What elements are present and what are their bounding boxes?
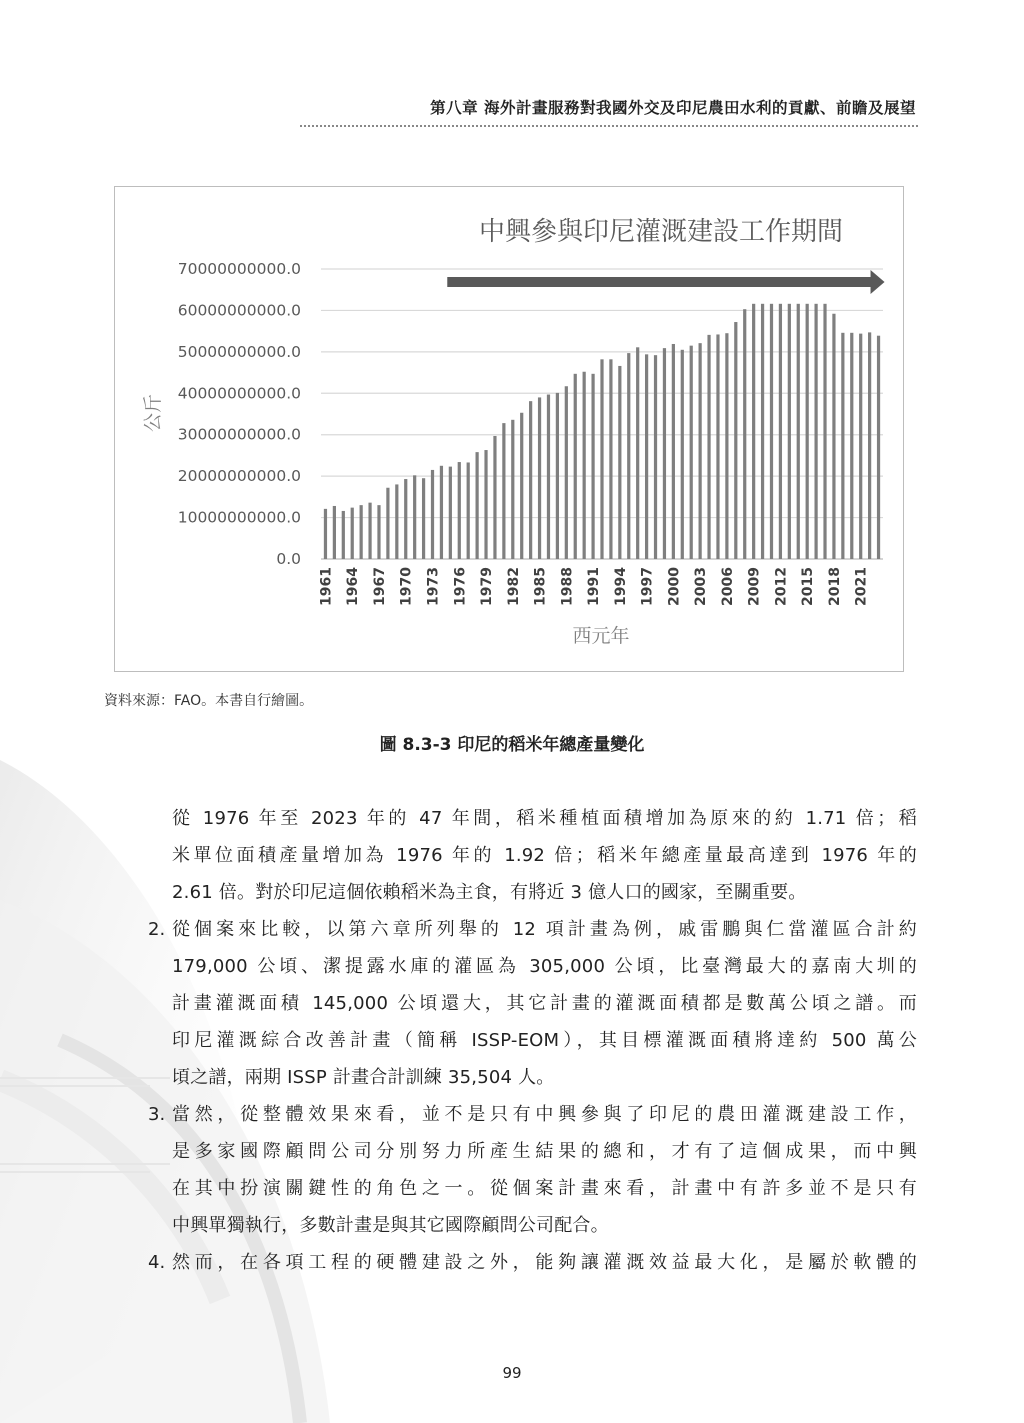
x-tick-label: 1994 — [612, 567, 629, 606]
bar — [333, 506, 336, 559]
y-tick-label: 30000000000.0 — [177, 425, 301, 444]
bar — [360, 505, 363, 559]
x-tick-label: 2018 — [826, 567, 843, 606]
text-line: 從個案來比較，以第六章所列舉的 12 項計畫為例，戚雷鵬與仁當灌區合計約 — [172, 919, 917, 940]
bar — [342, 511, 345, 559]
bar — [752, 304, 755, 559]
bar — [877, 336, 880, 559]
x-tick-label: 1979 — [479, 567, 496, 606]
bar — [743, 309, 746, 559]
x-tick-label: 2006 — [719, 567, 736, 606]
bar — [458, 462, 461, 559]
bar — [324, 509, 327, 559]
y-tick-label: 70000000000.0 — [177, 260, 301, 278]
x-tick-label: 2009 — [746, 567, 763, 606]
annotation-arrow — [447, 270, 884, 294]
y-axis-title: 公斤 — [142, 393, 164, 433]
bar — [600, 359, 603, 559]
bar — [368, 503, 371, 559]
list-number: 3. — [148, 1104, 166, 1125]
x-tick-label: 2015 — [800, 567, 817, 606]
annotation-title: 中興參與印尼灌溉建設工作期間 — [478, 217, 844, 247]
bar — [511, 420, 514, 559]
x-tick-label: 1985 — [532, 567, 549, 606]
x-tick-label: 1982 — [505, 567, 522, 606]
text-line: 從 1976 年至 2023 年的 47 年間，稻米種植面積增加為原來的約 1.71 倍；稻 — [172, 808, 917, 829]
list-number: 2. — [148, 919, 166, 940]
bar — [636, 347, 639, 559]
bar — [859, 334, 862, 559]
bar — [395, 484, 398, 559]
bar — [850, 333, 853, 559]
bar — [779, 304, 782, 559]
text-line: 當然，從整體效果來看，並不是只有中興參與了印尼的農田灌溉建設工作， — [172, 1104, 917, 1125]
header-rule — [300, 125, 918, 127]
bar — [761, 304, 764, 559]
bar — [449, 467, 452, 559]
bar — [565, 386, 568, 559]
bar — [467, 462, 470, 559]
list-item-4 — [172, 1244, 917, 1281]
bar — [502, 423, 505, 559]
x-tick-label: 2003 — [693, 567, 710, 606]
figure-source-note: 資料來源：FAO。本書自行繪圖。 — [104, 693, 314, 709]
list-item-3 — [172, 1096, 917, 1244]
page-number: 99 — [502, 1364, 522, 1382]
text-line: 中興單獨執行，多數計畫是與其它國際顧問公司配合。 — [172, 1215, 609, 1236]
bar — [707, 335, 710, 559]
y-tick-label: 10000000000.0 — [177, 508, 301, 527]
x-tick-label: 1970 — [398, 567, 415, 606]
x-tick-label: 1964 — [345, 567, 362, 606]
y-tick-label: 60000000000.0 — [177, 301, 301, 320]
bar — [556, 393, 559, 559]
bar — [716, 334, 719, 559]
x-axis-title: 西元年 — [572, 625, 630, 647]
bar — [574, 374, 577, 559]
y-tick-label: 20000000000.0 — [177, 467, 301, 486]
bar — [440, 466, 443, 559]
text-line: 計畫灌溉面積 145,000 公頃還大，其它計畫的灌溉面積都是數萬公頃之譜。而 — [172, 993, 917, 1014]
x-tick-label: 1997 — [639, 567, 656, 606]
bar — [351, 508, 354, 559]
text-line: 然而，在各項工程的硬體建設之外，能夠讓灌溉效益最大化，是屬於軟體的 — [172, 1252, 917, 1273]
x-tick-label: 1991 — [586, 567, 603, 606]
text-line: 頃之譜，兩期 ISSP 計畫合計訓練 35,504 人。 — [172, 1067, 555, 1088]
bar — [547, 395, 550, 559]
bar — [841, 333, 844, 559]
bar — [609, 359, 612, 559]
bar — [672, 344, 675, 559]
bar — [591, 374, 594, 559]
list-item-2 — [172, 911, 917, 1096]
bar — [476, 452, 479, 559]
x-tick-label: 1988 — [559, 567, 576, 606]
bar — [654, 355, 657, 559]
bar — [377, 505, 380, 559]
bar — [868, 332, 871, 559]
list-number: 4. — [148, 1252, 166, 1273]
x-tick-label: 1976 — [452, 567, 469, 606]
bar — [725, 333, 728, 559]
bar — [770, 304, 773, 559]
text-line: 米單位面積產量增加為 1976 年的 1.92 倍；稻米年總產量最高達到 1976 年的 — [172, 845, 917, 866]
bar — [681, 350, 684, 559]
bar — [806, 304, 809, 559]
bar — [583, 372, 586, 559]
x-tick-label: 2021 — [853, 567, 870, 606]
bar — [797, 304, 800, 559]
y-tick-label: 0.0 — [276, 550, 301, 568]
bar — [788, 304, 791, 559]
figure-caption: 圖 8.3-3 印尼的稻米年總產量變化 — [379, 735, 645, 755]
bar — [627, 353, 630, 559]
bar — [484, 450, 487, 559]
bar — [493, 436, 496, 559]
x-tick-label: 2000 — [666, 567, 683, 606]
bar — [386, 488, 389, 559]
x-tick-label: 1967 — [371, 567, 388, 606]
running-header: 第八章 海外計畫服務對我國外交及印尼農田水利的貢獻、前瞻及展望 — [430, 99, 916, 117]
x-tick-label: 1973 — [425, 567, 442, 606]
bar — [734, 322, 737, 559]
chart-frame — [114, 186, 904, 672]
x-tick-label: 2012 — [773, 567, 790, 606]
rice-production-bar-chart — [115, 187, 905, 673]
bar — [520, 413, 523, 559]
bar — [690, 346, 693, 559]
bar — [823, 304, 826, 559]
bar — [404, 479, 407, 559]
bar — [645, 354, 648, 559]
bar — [431, 470, 434, 559]
bar — [422, 478, 425, 559]
text-line: 印尼灌溉綜合改善計畫（簡稱 ISSP-EOM），其目標灌溉面積將達約 500 萬公 — [172, 1030, 917, 1051]
y-tick-label: 40000000000.0 — [177, 384, 301, 403]
x-tick-label: 1961 — [318, 567, 335, 606]
bar — [538, 397, 541, 559]
bar — [699, 343, 702, 559]
text-line: 179,000 公頃、潔提露水庫的灌區為 305,000 公頃，比臺灣最大的嘉南大圳的 — [172, 956, 917, 977]
text-line: 是多家國際顧問公司分別努力所產生結果的總和，才有了這個成果，而中興 — [172, 1141, 917, 1162]
bar — [814, 304, 817, 559]
text-line: 在其中扮演關鍵性的角色之一。從個案計畫來看，計畫中有許多並不是只有 — [172, 1178, 917, 1199]
text-line: 2.61 倍。對於印尼這個依賴稻米為主食，有將近 3 億人口的國家，至關重要。 — [172, 882, 807, 903]
bar — [663, 348, 666, 559]
paragraph-intro — [172, 800, 917, 911]
bar — [529, 401, 532, 559]
bar — [832, 314, 835, 559]
y-tick-label: 50000000000.0 — [177, 342, 301, 361]
bar — [413, 475, 416, 559]
bar — [618, 366, 621, 559]
